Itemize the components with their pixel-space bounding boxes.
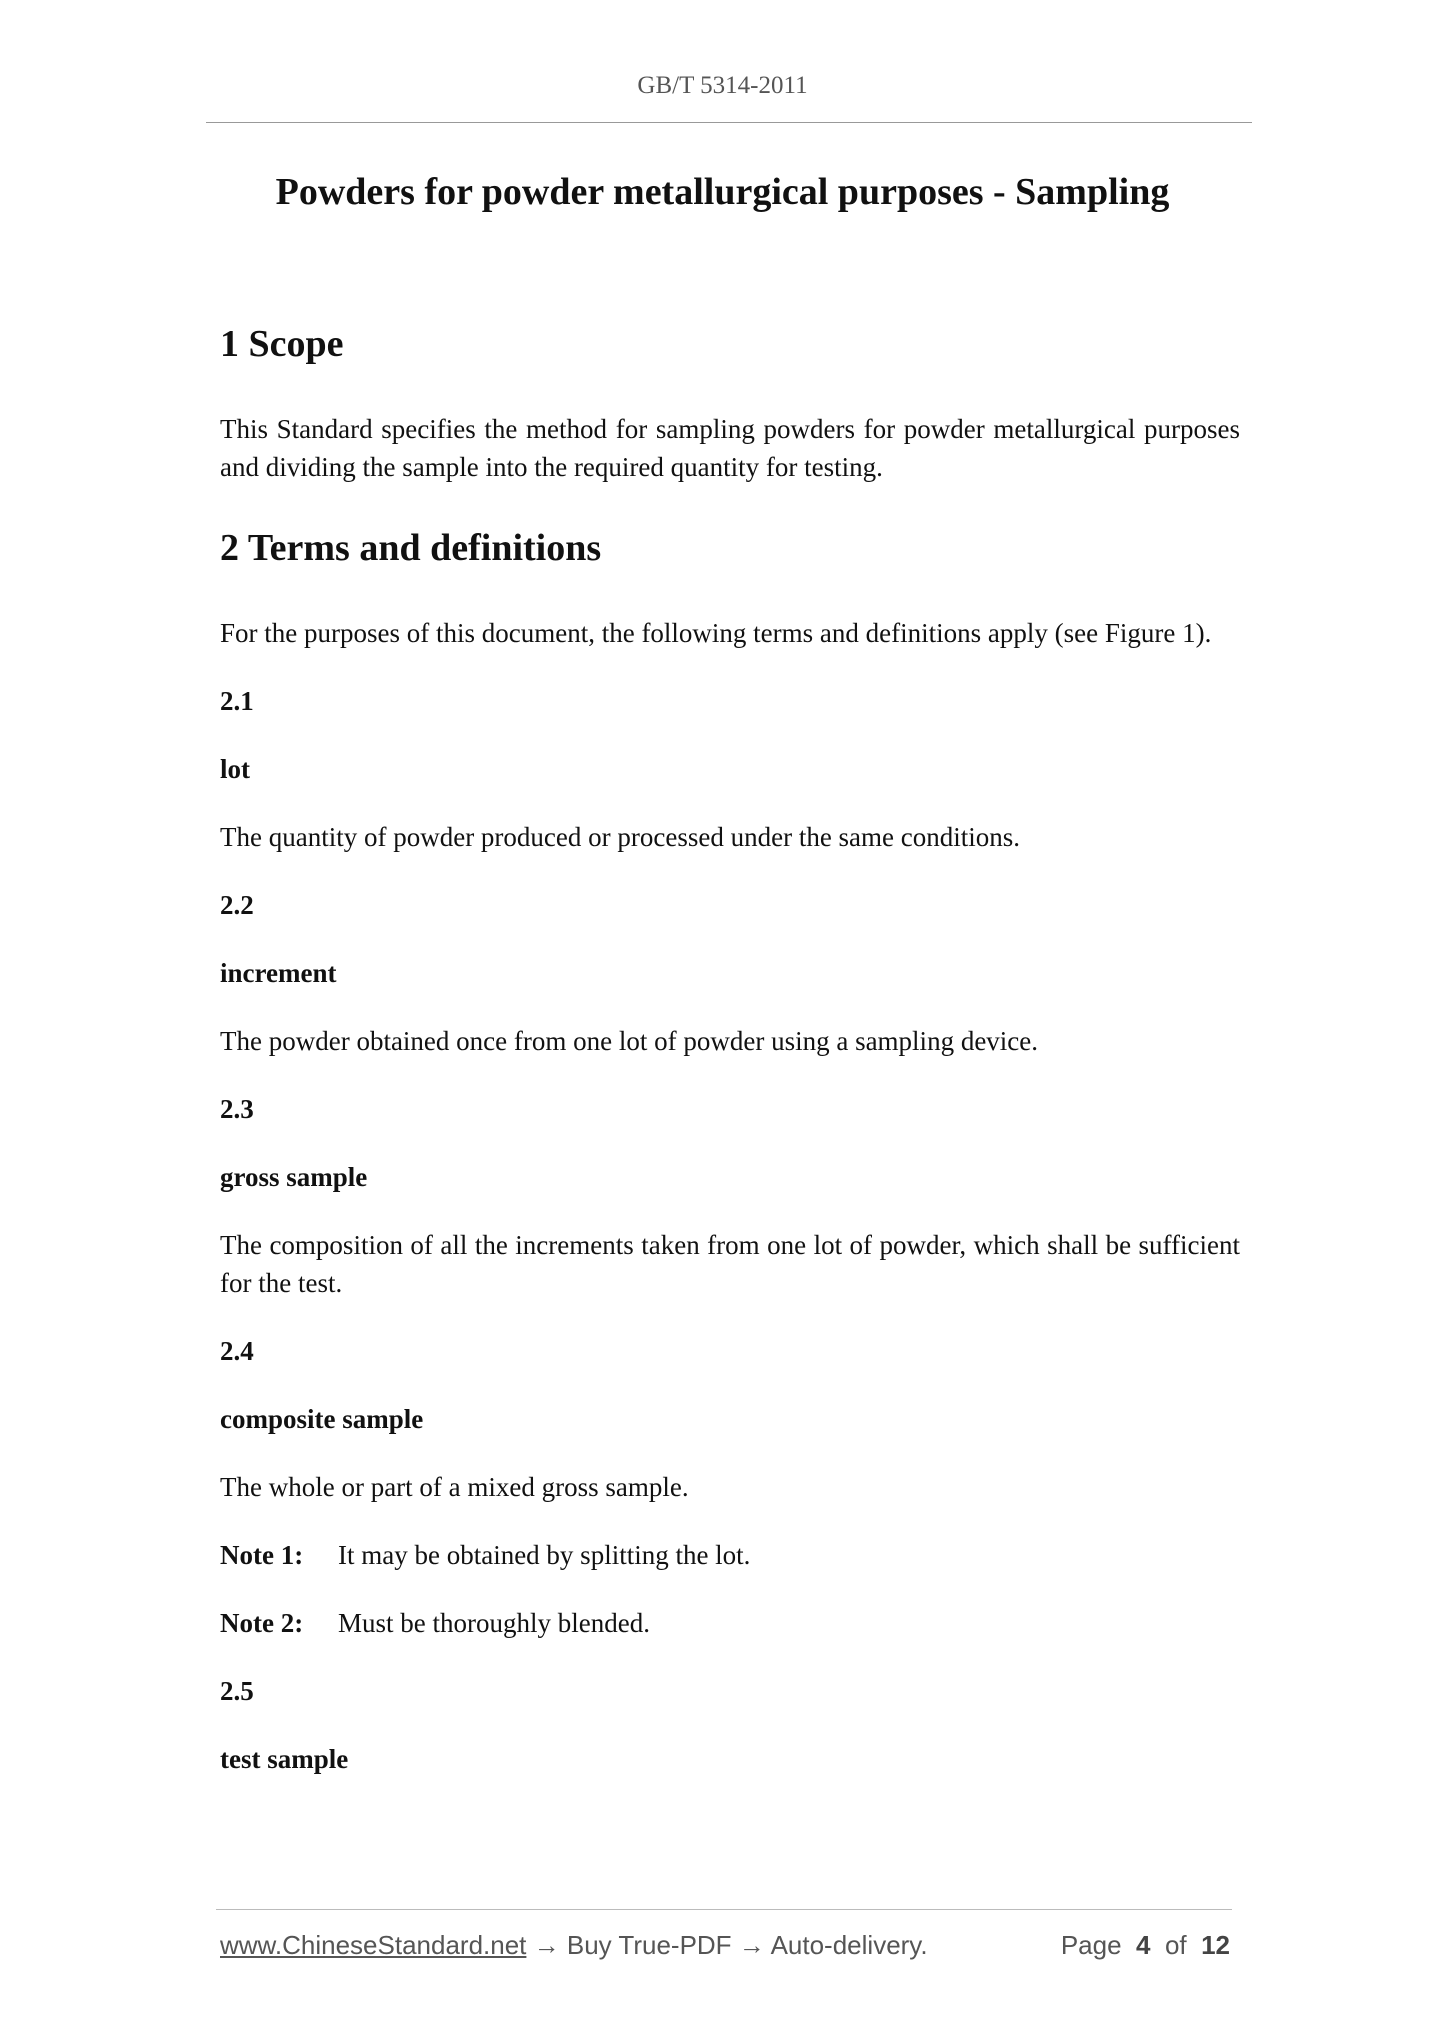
- note: [220, 1604, 1240, 1642]
- term-definition: The whole or part of a mixed gross sample.: [220, 1472, 689, 1502]
- header-standard-code: GB/T 5314-2011: [637, 72, 808, 99]
- document-body: [220, 318, 1240, 1778]
- term-name: composite sample: [220, 1404, 424, 1434]
- term-number: 2.4: [220, 1336, 254, 1366]
- section-1-body: This Standard specifies the method for sampling powders for powder metallurgical purposes and dividing the sample into the required quantity for testing.: [220, 414, 1240, 482]
- current-page-number: 4: [1136, 1930, 1151, 1960]
- of-word: of: [1164, 1930, 1187, 1960]
- page-footer: [220, 1930, 1230, 1970]
- document-title: Powders for powder metallurgical purposes - Sampling: [275, 171, 1170, 213]
- website-link[interactable]: www.ChineseStandard.net: [220, 1930, 527, 1960]
- term-number: 2.1: [220, 686, 254, 716]
- term-name: increment: [220, 958, 337, 988]
- term-number: 2.3: [220, 1094, 254, 1124]
- term-name: gross sample: [220, 1162, 368, 1192]
- section-2-heading: 2 Terms and definitions: [220, 527, 602, 569]
- page-indicator: [1061, 1930, 1230, 1961]
- section-1-heading: 1 Scope: [220, 323, 344, 365]
- term-definition: The powder obtained once from one lot of powder using a sampling device.: [220, 1026, 1039, 1056]
- total-page-count: 12: [1201, 1930, 1230, 1960]
- term-definition: The composition of all the increments taken from one lot of powder, which shall be sufficient for the test.: [220, 1230, 1240, 1298]
- footer-divider: [216, 1909, 1232, 1910]
- term-number: 2.2: [220, 890, 254, 920]
- footer-tagline: → Buy True-PDF → Auto-delivery.: [526, 1930, 928, 1960]
- term-name: lot: [220, 754, 250, 784]
- note-label: Note 1:: [220, 1540, 304, 1570]
- header-divider: [206, 122, 1252, 123]
- note-text: It may be obtained by splitting the lot.: [338, 1540, 751, 1570]
- footer-promo: [220, 1930, 928, 1961]
- note-text: Must be thoroughly blended.: [338, 1608, 650, 1638]
- page-word: Page: [1060, 1930, 1122, 1960]
- term-definition: The quantity of powder produced or processed under the same conditions.: [220, 822, 1021, 852]
- term-name: test sample: [220, 1744, 349, 1774]
- section-2-intro: For the purposes of this document, the following terms and definitions apply (see Figure 1).: [220, 618, 1212, 648]
- note: [220, 1536, 1240, 1574]
- term-number: 2.5: [220, 1676, 254, 1706]
- note-label: Note 2:: [220, 1608, 304, 1638]
